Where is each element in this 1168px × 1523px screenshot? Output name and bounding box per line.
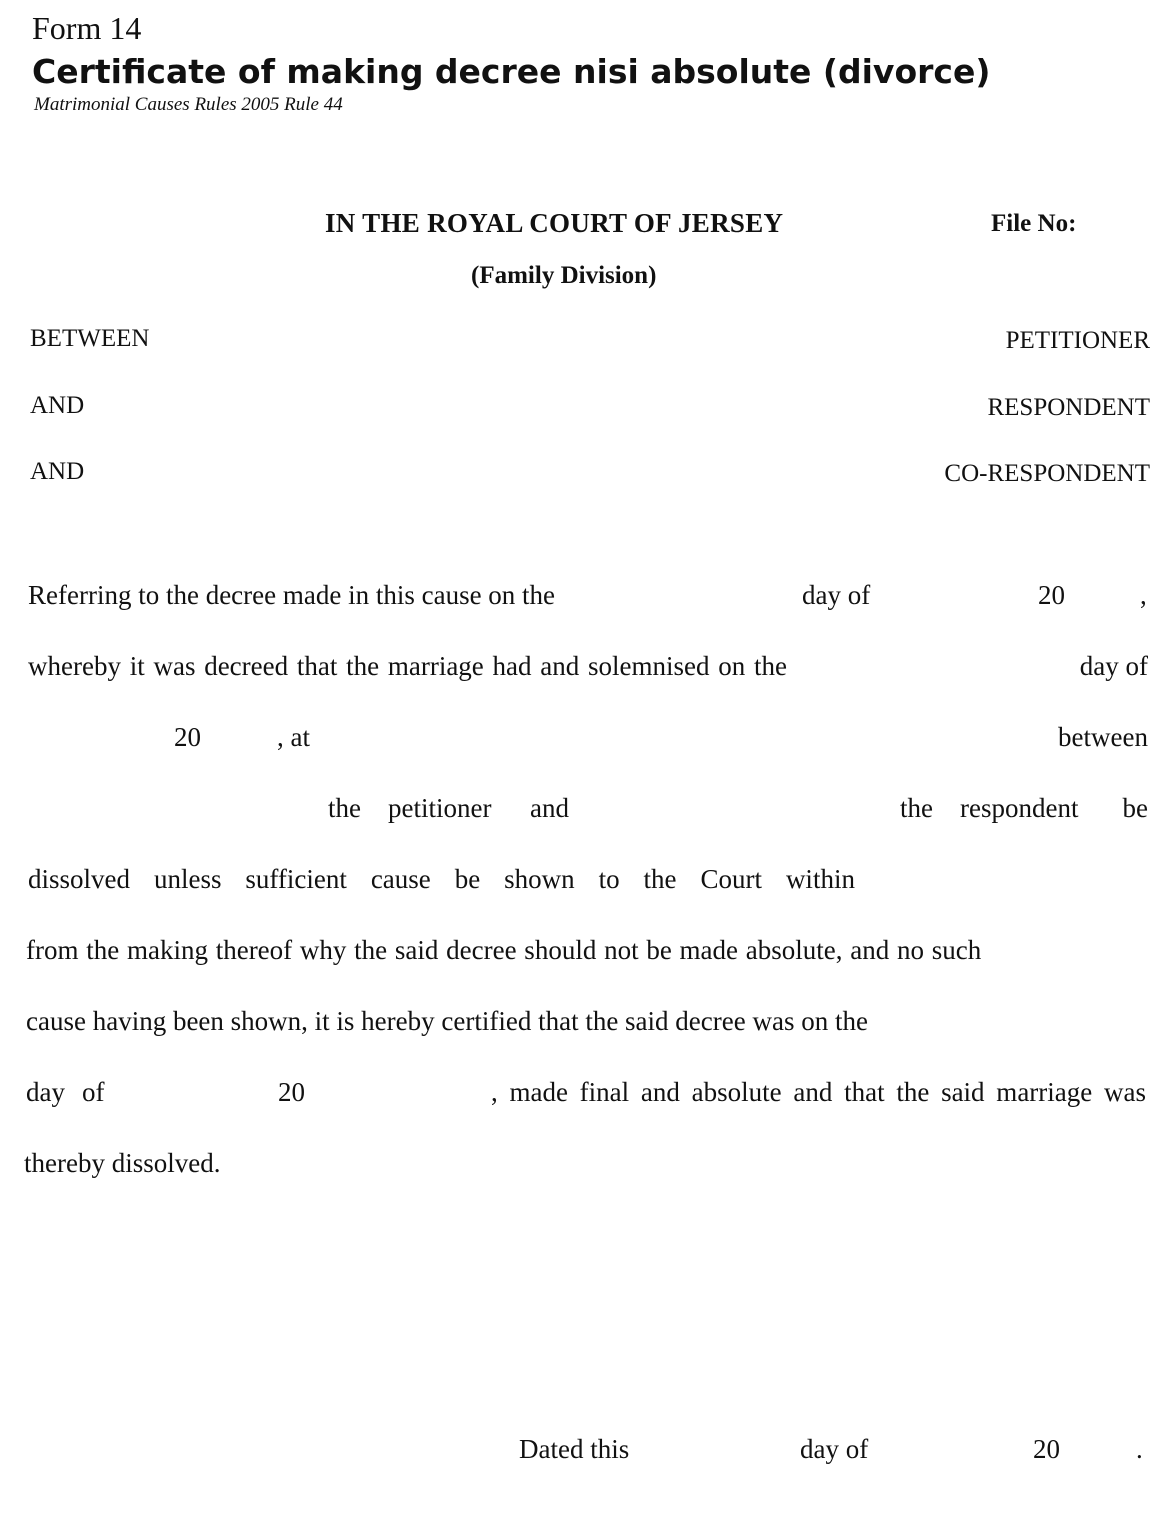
body-text: day of [1079,651,1148,681]
party-label-and: AND [30,458,85,485]
body-text: Referring to the decree made in this cause on the [28,580,556,610]
body-line-9: thereby dissolved. [24,1148,221,1178]
dated-day-of: day of [800,1434,869,1464]
body-text: petitioner [388,793,492,823]
body-text: day [26,1077,65,1107]
body-line-7: cause having been shown, it is hereby certified that the said decree was on the [26,1006,868,1036]
body-line-8 [26,1077,1146,1117]
body-text: respondent [960,793,1079,823]
body-line-1 [28,580,1148,620]
body-word: Court [700,864,762,894]
body-line-2 [28,651,1148,691]
party-role-respondent: RESPONDENT [987,394,1150,421]
body-word: to [598,864,620,894]
party-label-and: AND [30,392,85,419]
body-word: unless [153,864,222,894]
file-number-label: File No: [991,210,1077,237]
body-text: whereby it was decreed that the marriage had and solemnised on the [28,651,787,681]
body-word: sufficient [245,864,347,894]
body-line-5 [28,864,855,895]
body-text: 20 [278,1077,305,1107]
body-line-3 [28,722,1148,762]
body-text: and [530,793,569,823]
body-text: 20 [1038,580,1065,610]
dated-period: . [1136,1434,1143,1464]
form-number: Form 14 [32,10,142,46]
body-text: of [82,1077,105,1107]
party-role-co-respondent: CO-RESPONDENT [944,460,1150,487]
body-word: dissolved [28,864,131,894]
body-text: , [1140,580,1147,610]
party-role-petitioner: PETITIONER [1005,327,1150,354]
court-name: IN THE ROYAL COURT OF JERSEY [325,208,784,238]
body-word: within [785,864,855,894]
dated-year: 20 [1033,1434,1060,1464]
body-line-4 [28,793,1148,833]
body-line-6: from the making thereof why the said decree should not be made absolute, and no such [26,935,982,965]
body-text: , made final and absolute and that the said marriage was [490,1077,1146,1107]
court-division: (Family Division) [471,262,657,289]
body-word: be [454,864,481,894]
body-word: shown [504,864,575,894]
body-text: be [1122,793,1148,823]
body-text: , at [277,722,310,752]
form-subtitle: Matrimonial Causes Rules 2005 Rule 44 [34,94,343,115]
party-label-between: BETWEEN [30,325,150,352]
body-text: the [900,793,933,823]
body-word: the [643,864,677,894]
body-text: day of [802,580,871,610]
body-text: between [1058,722,1148,752]
body-word: cause [370,864,431,894]
dated-label: Dated this [519,1434,630,1464]
body-text: the [328,793,361,823]
body-text: 20 [174,722,201,752]
form-title: Certificate of making decree nisi absolute (divorce) [32,52,991,91]
